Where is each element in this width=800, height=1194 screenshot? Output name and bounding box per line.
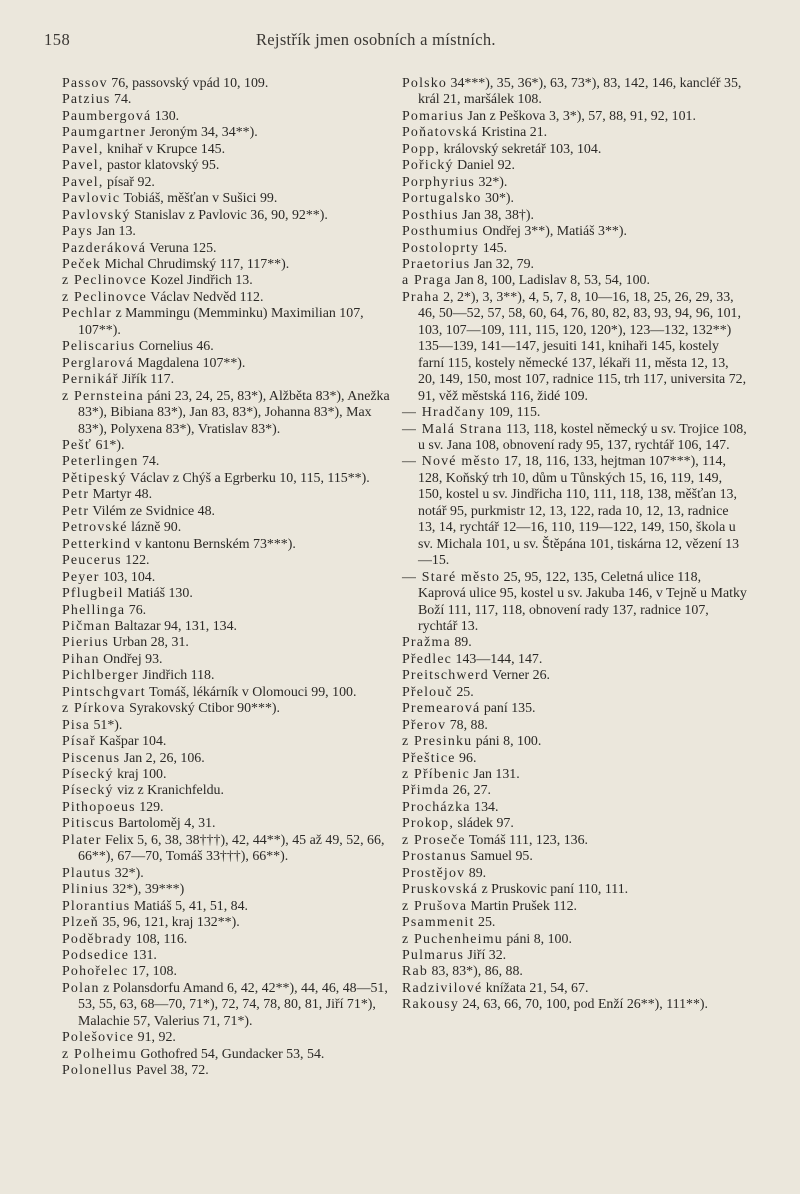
entry-headword: Praha — [402, 289, 440, 305]
entry-references: 24, 63, 66, 70, 100, pod Enží 26**), 111**). — [459, 997, 709, 1013]
entry-headword: Prokop, — [402, 816, 455, 832]
index-entry — [62, 389, 402, 438]
index-entry — [62, 981, 402, 1030]
entry-headword: Posthius — [402, 207, 459, 223]
entry-headword: Předlec — [402, 651, 453, 667]
entry-references: Urban 28, 31. — [109, 635, 189, 651]
entry-headword: z Peclinovce — [62, 273, 147, 289]
entry-headword: z Prušova — [402, 898, 468, 914]
entry-references: Martyr 48. — [89, 487, 153, 503]
index-entry — [62, 866, 402, 882]
index-entry — [402, 290, 748, 405]
entry-headword: Pruskovská — [402, 882, 479, 898]
entry-headword: Pavlovský — [62, 207, 131, 223]
index-entry — [62, 306, 402, 339]
index-entry — [62, 454, 402, 470]
index-entry — [62, 1030, 402, 1046]
index-entry — [402, 964, 748, 980]
index-entry — [62, 932, 402, 948]
index-entry — [62, 701, 402, 717]
entry-headword: Pražma — [402, 635, 451, 651]
entry-headword: Plinius — [62, 882, 109, 898]
index-entry — [62, 76, 402, 92]
entry-headword: z Polheimu — [62, 1046, 137, 1062]
entry-references: Tomáš, lékárník v Olomouci 99, 100. — [145, 684, 357, 700]
entry-headword: Patzius — [62, 92, 111, 108]
entry-headword: Přeštice — [402, 750, 456, 766]
entry-references: 122. — [121, 553, 150, 569]
index-entry — [402, 718, 748, 734]
index-entry — [62, 487, 402, 503]
entry-headword: Pětipeský — [62, 470, 127, 486]
entry-references: 143—144, 147. — [452, 651, 543, 667]
entry-headword: Procházka — [402, 799, 471, 815]
entry-headword: z Proseče — [402, 832, 466, 848]
entry-headword: Pazderáková — [62, 240, 147, 256]
entry-references: Verner 26. — [488, 668, 550, 684]
entry-headword: z Puchenheimu — [402, 931, 503, 947]
index-entry — [402, 175, 748, 191]
entry-references: Martin Prušek 112. — [467, 898, 578, 914]
entry-references: 130. — [151, 108, 180, 124]
entry-headword: Pintschgvart — [62, 684, 146, 700]
entry-references: 103, 104. — [99, 569, 156, 585]
entry-headword: Petr — [62, 503, 90, 519]
index-entry — [62, 882, 402, 898]
entry-references: kraj 100. — [113, 767, 167, 783]
page-number: 158 — [44, 30, 71, 49]
index-entry — [402, 257, 748, 273]
entry-references: Stanislav z Pavlovic 36, 90, 92**). — [130, 207, 328, 223]
entry-headword: Pays — [62, 224, 94, 240]
entry-headword: Polan — [62, 980, 100, 996]
entry-headword: Poděbrady — [62, 931, 133, 947]
entry-references: Veruna 125. — [146, 240, 217, 256]
index-entry — [62, 668, 402, 684]
entry-references: 76, passovský vpád 10, 109. — [107, 76, 269, 91]
index-entry — [62, 570, 402, 586]
entry-headword: Pavlovic — [62, 191, 121, 207]
entry-references: pastor klatovský 95. — [103, 158, 220, 174]
index-entry — [62, 273, 402, 289]
entry-headword: Přimda — [402, 783, 450, 799]
index-entry — [402, 685, 748, 701]
entry-headword: Pičman — [62, 618, 111, 634]
entry-references: Jan 38, 38†). — [458, 207, 534, 223]
entry-references: 108, 116. — [132, 931, 188, 947]
entry-references: z Mammingu (Memminku) Maximilian 107, 107**). — [78, 306, 364, 338]
index-entry — [62, 635, 402, 651]
entry-references: 129. — [135, 799, 164, 815]
entry-references: 89. — [465, 865, 487, 881]
index-entry — [62, 652, 402, 668]
entry-headword: Polešovice — [62, 1030, 135, 1046]
index-entry — [62, 356, 402, 372]
entry-headword: Rab — [402, 964, 428, 980]
index-entry — [62, 92, 402, 108]
entry-headword: Radzivilové — [402, 980, 483, 996]
entry-headword: Pisa — [62, 717, 90, 733]
index-entry — [402, 241, 748, 257]
entry-references: Kozel Jindřich 13. — [146, 273, 253, 289]
entry-headword: Peterlingen — [62, 454, 139, 470]
entry-headword: Pierius — [62, 635, 109, 651]
entry-references: 89. — [450, 635, 472, 651]
entry-references: 35, 96, 121, kraj 132**). — [98, 915, 240, 931]
entry-references: 26, 27. — [449, 783, 491, 799]
entry-headword: Pflugbeil — [62, 586, 124, 602]
entry-references: Jan 2, 26, 106. — [120, 750, 205, 766]
entry-references: 74. — [110, 92, 132, 108]
entry-references: 91, 92. — [134, 1030, 176, 1046]
index-entry — [62, 800, 402, 816]
index-entry — [62, 603, 402, 619]
entry-headword: Přerov — [402, 717, 447, 733]
entry-references: Bartoloměj 4, 31. — [114, 816, 216, 832]
entry-headword: Prostějov — [402, 865, 466, 881]
entry-headword: z Peclinovce — [62, 289, 147, 305]
entry-headword: Peucerus — [62, 553, 122, 569]
entry-references: 76. — [125, 602, 147, 618]
entry-references: Václav z Chýš a Egrberku 10, 115, 115**). — [126, 470, 370, 486]
entry-references: Gothofred 54, Gundacker 53, 54. — [136, 1046, 325, 1062]
index-entry — [62, 191, 402, 207]
index-entry — [62, 339, 402, 355]
entry-headword: Peliscarius — [62, 339, 136, 355]
entry-headword: Portugalsko — [402, 191, 482, 207]
entry-headword: Pohořelec — [62, 964, 129, 980]
entry-references: 25. — [474, 915, 496, 931]
index-entry — [402, 882, 748, 898]
index-entry — [402, 932, 748, 948]
entry-headword: Rakousy — [402, 997, 460, 1013]
entry-headword: Pechlar — [62, 306, 113, 322]
entry-references: 30*). — [481, 191, 514, 207]
index-entry — [62, 899, 402, 915]
entry-references: 83, 83*), 86, 88. — [427, 964, 523, 980]
index-entry — [402, 997, 748, 1013]
entry-references: z Pruskovic paní 110, 111. — [478, 882, 629, 898]
entry-references: Tobiáš, měšťan v Sušici 99. — [120, 191, 278, 207]
entry-headword: Písař — [62, 734, 96, 750]
index-entry — [62, 471, 402, 487]
index-entry — [402, 224, 748, 240]
entry-headword: Psammenit — [402, 915, 475, 931]
entry-headword: Pihan — [62, 651, 100, 667]
entry-headword: Petr — [62, 487, 90, 503]
entry-references: Felix 5, 6, 38, 38†††), 42, 44**), 45 až 49, 52, 66, 66**), 67—70, Tomáš 33†††), 66**). — [78, 832, 385, 865]
entry-headword: — Malá Strana — [402, 421, 503, 437]
entry-references: 74. — [138, 454, 160, 470]
entry-references: 78, 88. — [446, 717, 488, 733]
entry-references: Ondřej 3**), Matiáš 3**). — [478, 224, 627, 240]
index-entry — [402, 405, 748, 421]
index-entry — [62, 751, 402, 767]
index-entry — [402, 800, 748, 816]
index-entry — [62, 537, 402, 553]
entry-headword: Postoloprty — [402, 240, 480, 256]
index-entry — [402, 635, 748, 651]
index-entry — [62, 734, 402, 750]
index-entry — [402, 668, 748, 684]
entry-headword: Plorantius — [62, 898, 131, 914]
entry-headword: Petrovské — [62, 520, 128, 536]
entry-headword: — Nové město — [402, 454, 501, 470]
index-entry — [62, 553, 402, 569]
entry-references: Cornelius 46. — [135, 339, 214, 355]
index-entry — [62, 520, 402, 536]
index-entry — [402, 652, 748, 668]
entry-references: Jiřík 117. — [118, 372, 175, 388]
index-entry — [62, 504, 402, 520]
entry-references: Matiáš 5, 41, 51, 84. — [130, 898, 249, 914]
entry-references: sládek 97. — [454, 816, 514, 832]
index-entry — [402, 816, 748, 832]
entry-references: z Polansdorfu Amand 6, 42, 42**), 44, 46, 48—51, 53, 55, 63, 68—70, 71*), 72, 74, 78, 80, 81, Jiří 71*), Malachie 57, Valerius 71, 71*). — [78, 980, 388, 1029]
index-entry — [402, 948, 748, 964]
entry-headword: Preitschwerd — [402, 668, 489, 684]
entry-references: Samuel 95. — [466, 849, 533, 865]
entry-references: viz z Kranichfeldu. — [113, 783, 224, 799]
index-entry — [62, 109, 402, 125]
entry-references: Kašpar 104. — [95, 734, 167, 750]
entry-headword: Plzeň — [62, 915, 99, 931]
index-entry — [62, 241, 402, 257]
entry-headword: Petterkind — [62, 536, 132, 552]
entry-references: 17, 18, 116, 133, hejtman 107***), 114, 128, Koňský trh 10, dům u Tůnských 15, 16, 119, 149, 150, kostel u sv. Jindřicha 110, 111, 118, 138, měšťan 13, notář 95, purkmistr 12, 13, 122, rada 10, 12, 13, radnice 13, 14, rychtář 12—16, 110, 119—122, 149, 150, škola u sv. Michala 101, u sv. Štěpána 101, tiskárna 12, vězení 13—15. — [418, 454, 740, 569]
entry-headword: Pomarius — [402, 108, 465, 124]
index-entry — [62, 175, 402, 191]
entry-references: Jiří 32. — [464, 948, 507, 964]
index-entry — [402, 899, 748, 915]
index-entry — [62, 1063, 402, 1079]
index-entry — [62, 372, 402, 388]
entry-references: 17, 108. — [128, 964, 177, 980]
entry-headword: Pichlberger — [62, 668, 139, 684]
entry-headword: Pořický — [402, 158, 454, 174]
entry-headword: Plater — [62, 832, 102, 848]
entry-headword: Pavel, — [62, 174, 104, 190]
entry-headword: Pavel, — [62, 158, 104, 174]
entry-headword: Passov — [62, 76, 108, 91]
index-entry — [402, 125, 748, 141]
entry-references: paní 135. — [480, 701, 536, 717]
entry-references: 109, 115. — [485, 405, 541, 421]
entry-headword: z Příbenic — [402, 767, 470, 783]
index-entry — [62, 586, 402, 602]
entry-references: 25. — [452, 684, 474, 700]
entry-references: Jindřich 118. — [138, 668, 215, 684]
entry-references: páni 8, 100. — [502, 931, 572, 947]
entry-headword: Peyer — [62, 569, 100, 585]
index-entry — [62, 767, 402, 783]
entry-references: Jan 8, 100, Ladislav 8, 53, 54, 100. — [451, 273, 650, 289]
entry-references: Matiáš 130. — [123, 586, 193, 602]
entry-references: Jan z Peškova 3, 3*), 57, 88, 91, 92, 101. — [464, 108, 696, 124]
running-title: Rejstřík jmen osobních a místních. — [256, 30, 496, 49]
index-entry — [62, 224, 402, 240]
index-entry — [62, 964, 402, 980]
index-entry — [62, 142, 402, 158]
entry-references: páni 8, 100. — [472, 734, 542, 750]
entry-headword: Pavel, — [62, 141, 104, 157]
index-entry — [402, 981, 748, 997]
index-entry — [402, 109, 748, 125]
entry-headword: Pitiscus — [62, 816, 115, 832]
entry-references: 32*), 39***) — [109, 882, 185, 898]
index-entry — [402, 833, 748, 849]
entry-references: Ondřej 93. — [99, 651, 163, 667]
index-entry — [402, 734, 748, 750]
entry-headword: Písecký — [62, 767, 114, 783]
index-entry — [62, 833, 402, 866]
index-entry — [402, 570, 748, 636]
entry-headword: Písecký — [62, 783, 114, 799]
entry-references: 25, 95, 122, 135, Celetná ulice 118, Kaprová ulice 95, kostel u sv. Jakuba 146, v Tejně u Matky Boží 111, 117, 118, obnovení rady 137, radnice 107, rychtář 13. — [418, 569, 747, 634]
entry-headword: Podsedice — [62, 948, 130, 964]
entry-headword: Popp, — [402, 141, 441, 157]
entry-headword: — Staré město — [402, 569, 501, 585]
entry-references: Daniel 92. — [453, 158, 515, 174]
entry-references: 34***), 35, 36*), 63, 73*), 83, 142, 146, kancléř 35, král 21, maršálek 108. — [418, 76, 742, 108]
index-entry — [62, 290, 402, 306]
entry-headword: Přelouč — [402, 684, 453, 700]
entry-references: knížata 21, 54, 67. — [482, 980, 589, 996]
entry-references: Baltazar 94, 131, 134. — [110, 618, 238, 634]
entry-references: písař 92. — [103, 174, 155, 190]
index-entry — [402, 158, 748, 174]
entry-headword: Pernikář — [62, 372, 119, 388]
index-entry — [62, 1047, 402, 1063]
entry-headword: Posthumius — [402, 224, 479, 240]
index-entry — [402, 454, 748, 569]
index-entry — [62, 816, 402, 832]
entry-references: Jan 32, 79. — [470, 256, 534, 272]
index-entry — [62, 208, 402, 224]
entry-references: 2, 2*), 3, 3**), 4, 5, 7, 8, 10—16, 18, 25, 26, 29, 33, 46, 50—52, 57, 58, 60, 64, 76, 80, 82, 83, 93, 94, 96, 101, 103, 107—109, 111, 115, 120, 120*), 123—132, 132**) 135—139, 141—147, jesuiti 141, knihaři 145, kostely farní 115, kostely německé 137, lékaři 11, města 12, 13, 20, 149, 150, most 107, radnice 115, trh 117, universita 72, 91, věž městská 116, židé 109. — [418, 289, 747, 404]
entry-headword: Plautus — [62, 865, 112, 881]
index-entry — [62, 125, 402, 141]
index-entry — [62, 783, 402, 799]
entry-headword: Peček — [62, 256, 102, 272]
index-entry — [62, 619, 402, 635]
entry-headword: z Pírkova — [62, 701, 126, 717]
entry-references: lázně 90. — [127, 520, 182, 536]
entry-references: Vilém ze Svidnice 48. — [89, 503, 216, 519]
entry-references: Jeroným 34, 34**). — [146, 125, 258, 141]
entry-references: Kristina 21. — [478, 125, 548, 141]
index-entry — [62, 685, 402, 701]
index-entry — [402, 273, 748, 289]
index-entry — [402, 191, 748, 207]
entry-headword: a Praga — [402, 273, 452, 289]
index-entry — [402, 767, 748, 783]
entry-references: Tomáš 111, 123, 136. — [465, 832, 589, 848]
entry-references: 145. — [479, 240, 508, 256]
entry-headword: Perglarová — [62, 355, 134, 371]
index-entry — [402, 866, 748, 882]
entry-references: 32*). — [474, 174, 508, 190]
index-column-right — [402, 76, 748, 1014]
index-entry — [402, 76, 748, 109]
entry-references: knihař v Krupce 145. — [103, 141, 226, 157]
entry-headword: z Presinku — [402, 734, 473, 750]
entry-references: Michal Chrudimský 117, 117**). — [101, 256, 290, 272]
entry-references: královský sekretář 103, 104. — [440, 141, 602, 157]
index-entry — [402, 783, 748, 799]
entry-headword: Paumbergová — [62, 108, 152, 124]
index-entry — [402, 751, 748, 767]
entry-headword: — Hradčany — [402, 405, 486, 421]
entry-references: 32*). — [111, 865, 144, 881]
entry-headword: Paumgartner — [62, 125, 147, 141]
entry-headword: Premearová — [402, 701, 481, 717]
entry-headword: z Pernsteina — [62, 388, 144, 404]
entry-references: 113, 118, kostel německý u sv. Trojice 108, u sv. Jana 108, obnovení rady 95, 137, rychtář 106, 147. — [418, 421, 747, 453]
entry-references: 96. — [455, 750, 477, 766]
entry-references: Pavel 38, 72. — [132, 1063, 209, 1079]
entry-headword: Poňatovská — [402, 125, 479, 141]
index-entry — [402, 422, 748, 455]
entry-headword: Porphyrius — [402, 174, 475, 190]
entry-references: 61*). — [92, 437, 125, 453]
index-entry — [62, 915, 402, 931]
index-entry — [62, 948, 402, 964]
index-entry — [402, 701, 748, 717]
entry-references: Václav Nedvěd 112. — [146, 289, 264, 305]
index-entry — [62, 438, 402, 454]
entry-references: Magdalena 107**). — [133, 355, 246, 371]
index-entry — [402, 849, 748, 865]
index-entry — [402, 142, 748, 158]
entry-references: Syrakovský Ctibor 90***). — [125, 701, 280, 717]
entry-headword: Polsko — [402, 76, 448, 91]
entry-headword: Piscenus — [62, 750, 121, 766]
index-entry — [62, 718, 402, 734]
entry-headword: Prostanus — [402, 849, 467, 865]
index-column-left — [62, 76, 402, 1080]
index-entry — [62, 158, 402, 174]
index-entry — [62, 257, 402, 273]
index-entry — [402, 915, 748, 931]
entry-headword: Pithopoeus — [62, 799, 136, 815]
entry-references: 134. — [470, 799, 499, 815]
entry-references: 131. — [129, 948, 157, 964]
page-header — [0, 24, 800, 50]
entry-headword: Praetorius — [402, 256, 471, 272]
entry-references: Jan 13. — [93, 224, 136, 240]
entry-references: 51*). — [89, 717, 123, 733]
entry-references: Jan 131. — [469, 767, 520, 783]
entry-headword: Polonellus — [62, 1063, 133, 1079]
index-entry — [402, 208, 748, 224]
entry-headword: Phellinga — [62, 602, 126, 618]
entry-references: v kantonu Bernském 73***). — [131, 536, 296, 552]
entry-headword: Pešť — [62, 437, 93, 453]
entry-references: páni 23, 24, 25, 83*), Alžběta 83*), Anežka 83*), Bibiana 83*), Jan 83, 83*), Johanna 83*), Max 83*), Polyxena 83*), Vratislav 83*). — [78, 388, 390, 437]
entry-headword: Pulmarus — [402, 948, 465, 964]
